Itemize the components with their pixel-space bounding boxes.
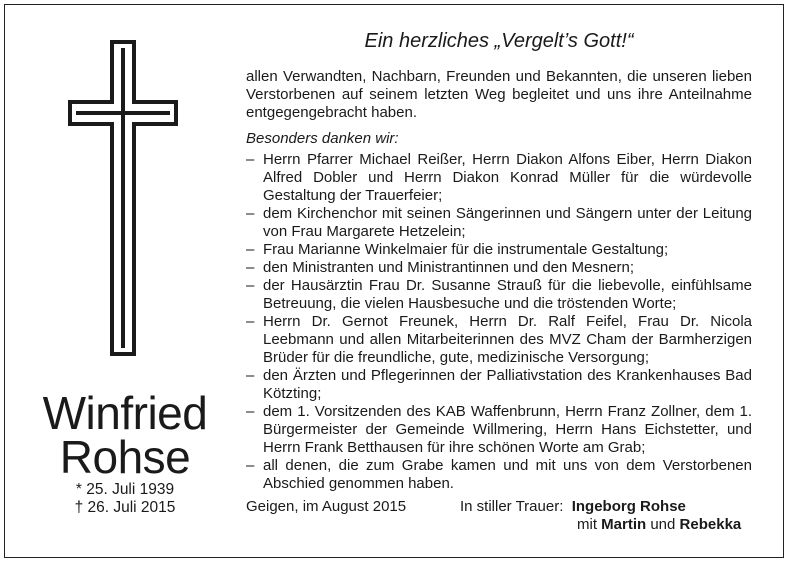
list-item: – all denen, die zum Grabe kamen und mit uns von dem Verstorbenen Abschied genommen haben. [246,457,752,493]
list-item: – Frau Marianne Winkelmaier für die instrumentale Gestaltung; [246,241,752,259]
deceased-last-name: Rohse [59,431,191,483]
list-item: – Herrn Dr. Gernot Freunek, Herrn Dr. Ralf Feifel, Frau Dr. Nicola Leebmann und allen Mitarbeiterinnen des MVZ Cham der Barmherzigen Brüder für die freundliche, gute, medizinische Versorgung; [246,313,752,367]
mourners [460,498,686,516]
life-dates [22,481,228,517]
with-word: mit [577,516,597,533]
list-item: – der Hausärztin Frau Dr. Susanne Strauß für die liebevolle, einfühlsame Betreuung, die vielen Hausbesuche und die tröstenden Worte; [246,277,752,313]
list-item: – den Ärzten und Pflegerinnen der Palliativstation des Krankenhauses Bad Kötzting; [246,367,752,403]
intro-paragraph: allen Verwandten, Nachbarn, Freunden und Bekannten, die unseren lieben Verstorbenen auf seinem letzten Weg begleitet und uns ihre Anteilnahme entgegengebracht haben. [246,68,752,121]
mourners-family [577,516,741,534]
birth-date: * 25. Juli 1939 [75,481,175,498]
daughter-name: Rebekka [679,516,742,533]
thanks-heading: Ein herzliches „Vergelt’s Gott!“ [364,30,634,52]
thanks-list [246,151,752,493]
mourning-label: In stiller Trauer: [460,498,564,515]
list-item: – dem 1. Vorsitzenden des KAB Waffenbrunn, Herrn Franz Zollner, dem 1. Bürgermeister der Gemeinde Willmering, Herrn Hans Eichstetter, und Herrn Frank Betthausen für ihre schönen Worte am Grab; [246,403,752,457]
list-item: – dem Kirchenchor mit seinen Sängerinnen und Sängern unter der Leitung von Frau Margarete Hetzelein; [246,205,752,241]
list-item: – den Ministranten und Ministrantinnen und den Mesnern; [246,259,752,277]
widow-name: Ingeborg Rohse [571,498,686,515]
deceased-first-name: Winfried [42,387,208,439]
death-date: † 26. Juli 2015 [74,499,176,516]
son-name: Martin [601,516,647,533]
special-thanks-title: Besonders danken wir: [246,130,399,147]
list-item: – Herrn Pfarrer Michael Reißer, Herrn Diakon Alfons Eiber, Herrn Diakon Alfred Dobler und Herrn Diakon Konrad Müller für die würdevolle Gestaltung der Trauerfeier; [246,151,752,205]
and-word: und [650,516,676,533]
place-date: Geigen, im August 2015 [246,498,407,515]
